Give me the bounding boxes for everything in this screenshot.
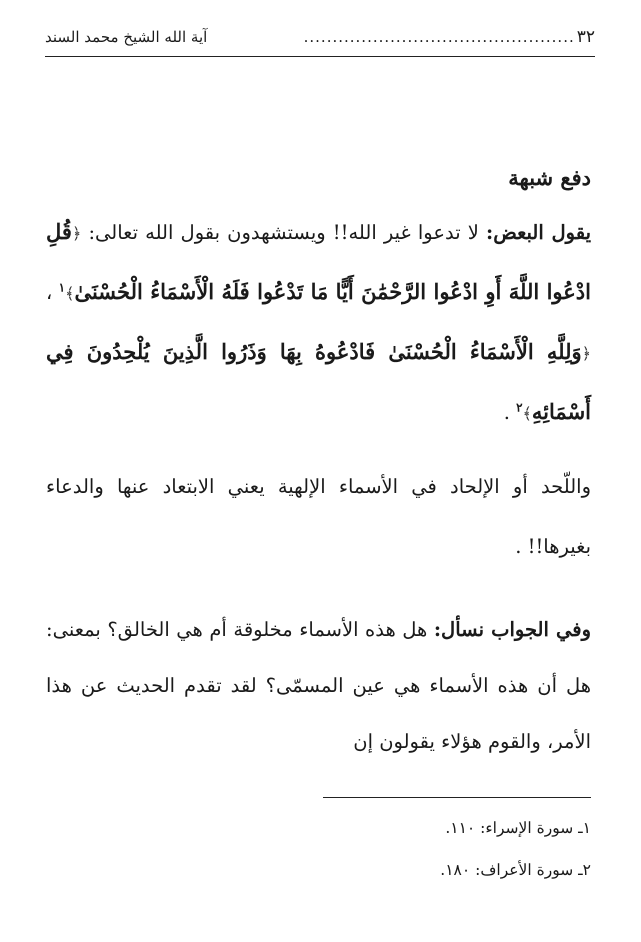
paragraph-3 [46, 602, 591, 770]
header-rule [45, 56, 595, 57]
ornate-bracket-open-icon: ﴿ [71, 224, 82, 243]
ornate-bracket-open-2-icon: ﴿ [581, 344, 591, 363]
footnote-2: ٢ـ سورة الأعراف: ١٨٠. [440, 861, 591, 879]
quran-verse-1: قُلِ ادْعُوا اللَّهَ أَوِ ادْعُوا الرَّحْمَٰنَ أَيًّا مَا تَدْعُوا فَلَهُ الْأَسْمَاءُ الْحُسْنَىٰ [46, 219, 591, 304]
paragraph-1 [46, 203, 591, 443]
page-number: ٣٢ [576, 27, 595, 47]
section-heading: دفع شبهة [508, 165, 591, 190]
footnote-ref-1: ١ [58, 280, 66, 295]
paragraph-3-text: هل هذه الأسماء مخلوقة أم هي الخالق؟ بمعنى: هل أن هذه الأسماء هي عين المسمّى؟ لقد تقدم الحديث عن هذا الأمر، والقوم هؤلاء يقولون إن [46, 618, 591, 753]
paragraph-1-text: لا تدعوا غير الله!! ويستشهدون بقول الله تعالى: [81, 221, 486, 244]
paragraph-3-lead: وفي الجواب نسأل: [433, 618, 592, 641]
paragraph-1-lead: يقول البعض: [486, 221, 591, 244]
book-title: آية الله الشيخ محمد السند [45, 28, 208, 46]
footnote-1: ١ـ سورة الإسراء: ١١٠. [445, 819, 591, 837]
ornate-bracket-close-icon: ﴾ [65, 284, 75, 303]
ornate-bracket-close-2-icon: ﴾ [522, 404, 532, 423]
paragraph-1-end: . [503, 401, 517, 424]
running-header [45, 22, 595, 52]
verse-separator: ، [46, 281, 59, 304]
header-dots: ............................................... [303, 28, 575, 46]
quran-verse-2: وَلِلَّهِ الْأَسْمَاءُ الْحُسْنَىٰ فَادْعُوهُ بِهَا وَذَرُوا الَّذِينَ يُلْحِدُونَ فِي أَسْمَائِهِ [46, 339, 591, 424]
footnote-rule [323, 797, 591, 798]
footnote-ref-2: ٢ [516, 400, 523, 415]
paragraph-2: واللّحد أو الإلحاد في الأسماء الإلهية يعني الابتعاد عنها والدعاء بغيرها!! . [46, 475, 591, 558]
